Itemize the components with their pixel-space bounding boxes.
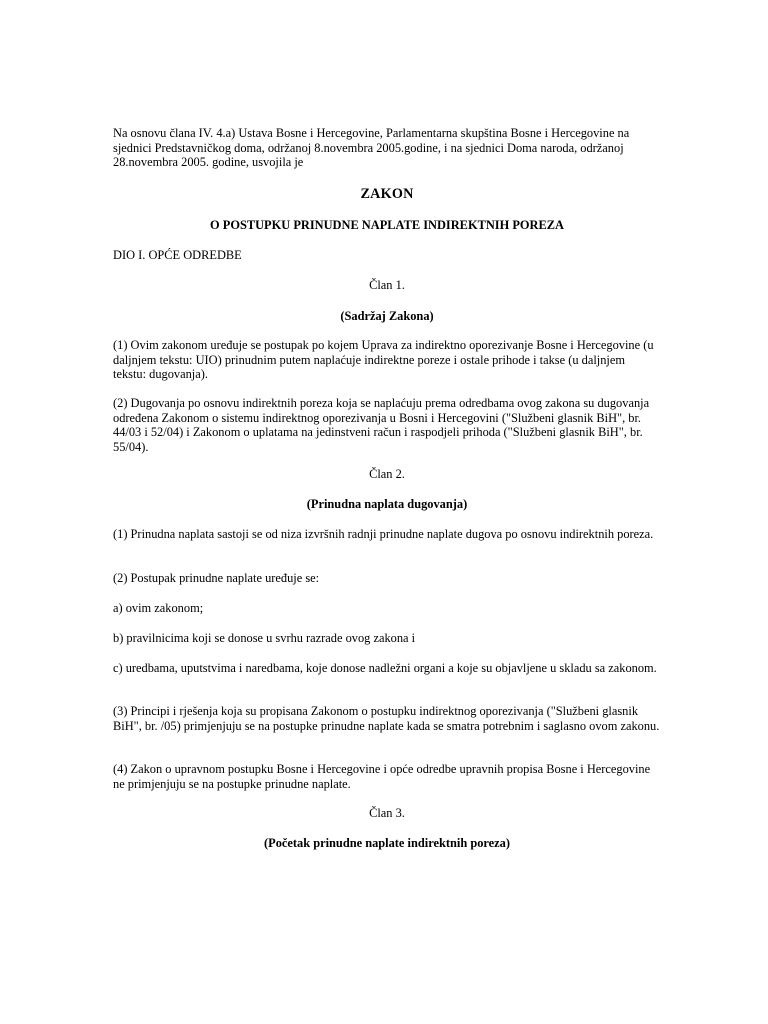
list-item: b) pravilnicima koji se donose u svrhu razrade ovog zakona i bbox=[113, 631, 416, 645]
paragraph: (2) Dugovanja po osnovu indirektnih poreza koja se naplaćuju prema odredbama ovog zakona su dugovanja određena Zakonom o sistemu indirektnog oporezivanja u Bosni i Hercegovini ("Službeni glasnik BiH", br. 44/03 i 52/04) i Zakonom o uplatama na jedinstveni račun i raspodjeli prihoda ("Službeni glasnik BiH", br. 55/04). bbox=[113, 396, 650, 454]
preamble: Na osnovu člana IV. 4.a) Ustava Bosne i Hercegovine, Parlamentarna skupština Bosne i Hercegovine na sjednici Predstavničkog doma, održanoj 8.novembra 2005.godine, i na sjednici Doma naroda, održanoj 28.novembra 2005. godine, usvojila je bbox=[113, 126, 630, 170]
article-number: Član 2. bbox=[369, 467, 405, 481]
article-heading: (Početak prinudne naplate indirektnih poreza) bbox=[264, 836, 510, 850]
paragraph: (2) Postupak prinudne naplate uređuje se: bbox=[113, 571, 320, 585]
law-title: ZAKON bbox=[360, 186, 414, 202]
law-subtitle: O POSTUPKU PRINUDNE NAPLATE INDIREKTNIH POREZA bbox=[210, 218, 564, 232]
paragraph: (1) Ovim zakonom uređuje se postupak po kojem Uprava za indirektno oporezivanje Bosne i Hercegovine (u daljnjem tekstu: UIO) prinudnim putem naplaćuje indirektne poreze i ostale prihode i takse (u daljnjem tekstu: dugovanja). bbox=[113, 338, 654, 382]
list-item: c) uredbama, uputstvima i naredbama, koje donose nadležni organi a koje su objavljene u skladu sa zakonom. bbox=[113, 661, 657, 675]
article-number: Član 3. bbox=[369, 806, 405, 820]
list-item: a) ovim zakonom; bbox=[113, 601, 204, 615]
article-heading: (Sadržaj Zakona) bbox=[340, 309, 434, 323]
paragraph: (3) Principi i rješenja koja su propisana Zakonom o postupku indirektnog oporezivanja ("Službeni glasnik BiH", br. /05) primjenjuju se na postupke prinudne naplate kada se smatra potrebnim i saglasno ovom zakonu. bbox=[113, 704, 660, 733]
article-heading: (Prinudna naplata dugovanja) bbox=[306, 497, 468, 511]
article-number: Član 1. bbox=[369, 278, 405, 292]
part-heading: DIO I. OPĆE ODREDBE bbox=[113, 248, 242, 262]
paragraph: (1) Prinudna naplata sastoji se od niza izvršnih radnji prinudne naplate dugova po osnovu indirektnih poreza. bbox=[113, 527, 654, 541]
paragraph: (4) Zakon o upravnom postupku Bosne i Hercegovine i opće odredbe upravnih propisa Bosne i Hercegovine ne primjenjuju se na postupke prinudne naplate. bbox=[113, 762, 651, 791]
